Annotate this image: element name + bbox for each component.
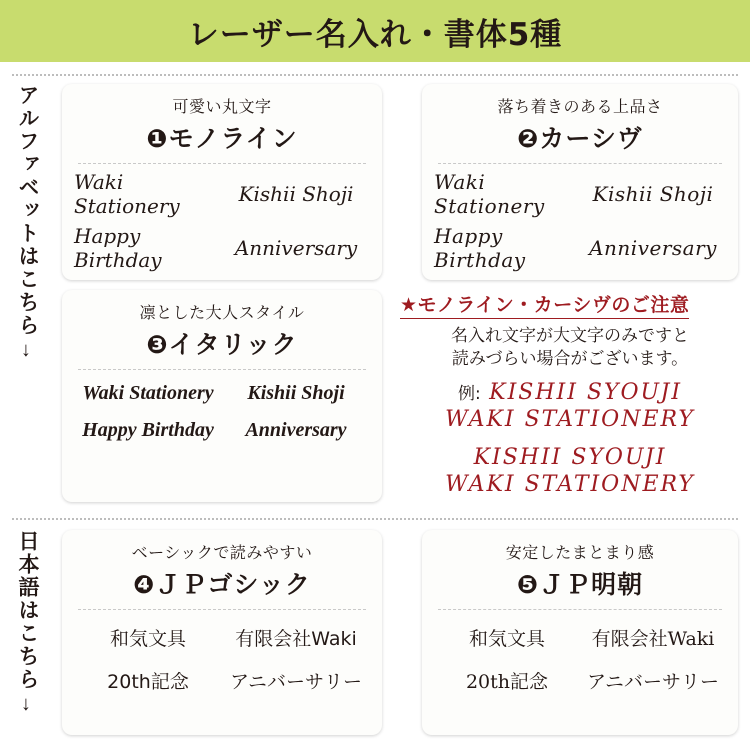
- notice-body-line-1: 名入れ文字が大文字のみですと: [451, 326, 689, 346]
- notice-block: [400, 290, 740, 499]
- card-divider: [438, 163, 722, 164]
- side-label-japanese: [8, 530, 48, 740]
- font-sample-grid: [74, 382, 370, 442]
- font-card-subtitle: 安定したまとまり感: [505, 543, 655, 562]
- font-sample-grid: [74, 170, 370, 272]
- card-divider: [78, 163, 366, 164]
- notice-body: [400, 325, 740, 371]
- font-card-subtitle: ベーシックで読みやすい: [131, 543, 313, 562]
- font-card-number: ❸: [146, 330, 169, 359]
- font-sample: Happy Birthday: [74, 224, 162, 272]
- divider-middle: [12, 518, 738, 520]
- font-sample: Waki Stationery: [74, 170, 180, 218]
- font-card-title: [74, 565, 370, 601]
- font-card-number: ❹: [133, 570, 156, 599]
- font-sample: アニバーサリー: [586, 671, 720, 693]
- font-sample: Kishii Shoji: [238, 182, 354, 206]
- font-card-title: [74, 325, 370, 361]
- font-sample: Waki Stationery: [82, 382, 214, 404]
- font-card-title: [434, 119, 726, 155]
- font-sample: Anniversary: [234, 236, 358, 260]
- font-card-name: ＪＰ明朝: [539, 570, 644, 599]
- notice-example-label: 例:: [457, 383, 481, 404]
- font-card-cursive[interactable]: [422, 84, 738, 280]
- card-divider: [78, 369, 366, 370]
- font-sample: Waki Stationery: [434, 170, 545, 218]
- font-card-number: ❷: [517, 124, 540, 153]
- notice-example-row: [400, 379, 740, 407]
- font-card-name: カーシヴ: [539, 124, 643, 153]
- notice-heading: ★モノライン・カーシヴのご注意: [400, 290, 689, 319]
- notice-body-line-2: 読みづらい場合がございます。: [451, 348, 689, 369]
- font-sample: 有限会社Waki: [591, 628, 715, 650]
- notice-example-block-2: [400, 444, 740, 499]
- font-sample: Kishii Shoji: [592, 182, 714, 206]
- font-sample: 有限会社Waki: [235, 628, 357, 650]
- font-sample: Happy Birthday: [434, 224, 526, 272]
- font-sample-grid: [434, 624, 726, 694]
- page-header: [0, 0, 750, 62]
- font-sample: Anniversary: [245, 419, 347, 441]
- font-card-subtitle: 凛とした大人スタイル: [139, 303, 305, 322]
- notice-example-text: KISHII SYOUJI: [473, 444, 667, 470]
- font-sample: 20th記念: [107, 671, 189, 693]
- font-sample-grid: [434, 170, 726, 272]
- font-card-number: ❺: [516, 570, 540, 599]
- font-card-number: ❶: [146, 124, 169, 153]
- notice-examples: [400, 379, 740, 499]
- notice-example-text: KISHII SYOUJI: [489, 379, 683, 405]
- notice-example-text: WAKI STATIONERY: [445, 472, 695, 498]
- page-title: レーザー名入れ・書体5種: [187, 16, 563, 53]
- side-label-alphabet: [8, 84, 48, 484]
- card-divider: [78, 609, 366, 610]
- font-card-subtitle: 落ち着きのある上品さ: [497, 97, 663, 116]
- font-card-subtitle: 可愛い丸文字: [172, 97, 272, 116]
- font-sample: 20th記念: [465, 671, 549, 693]
- font-card-name: モノライン: [168, 124, 298, 153]
- side-label-alphabet-text: アルファベットはこちら: [16, 84, 41, 337]
- font-sample: Anniversary: [589, 236, 717, 260]
- font-card-name: イタリック: [168, 330, 298, 359]
- side-label-japanese-arrow: →: [17, 694, 40, 715]
- card-divider: [438, 609, 722, 610]
- side-label-japanese-text: 日本語はこちら: [16, 530, 41, 691]
- font-card-monoline[interactable]: [62, 84, 382, 280]
- font-sample: Happy Birthday: [82, 419, 214, 441]
- notice-example-text: WAKI STATIONERY: [445, 407, 695, 433]
- font-sample: 和気文具: [468, 628, 545, 650]
- font-card-title: [434, 565, 726, 601]
- font-sample-grid: [74, 624, 370, 694]
- font-sample: アニバーサリー: [229, 671, 363, 693]
- font-card-title: [74, 119, 370, 155]
- font-card-italic[interactable]: [62, 290, 382, 502]
- font-card-name: ＪＰゴシック: [155, 570, 311, 599]
- font-card-jp-mincho[interactable]: [422, 530, 738, 735]
- side-label-alphabet-arrow: →: [17, 340, 40, 361]
- font-card-jp-gothic[interactable]: [62, 530, 382, 735]
- divider-top: [12, 74, 738, 76]
- font-sample: Kishii Shoji: [247, 382, 345, 404]
- font-sample: 和気文具: [109, 628, 186, 650]
